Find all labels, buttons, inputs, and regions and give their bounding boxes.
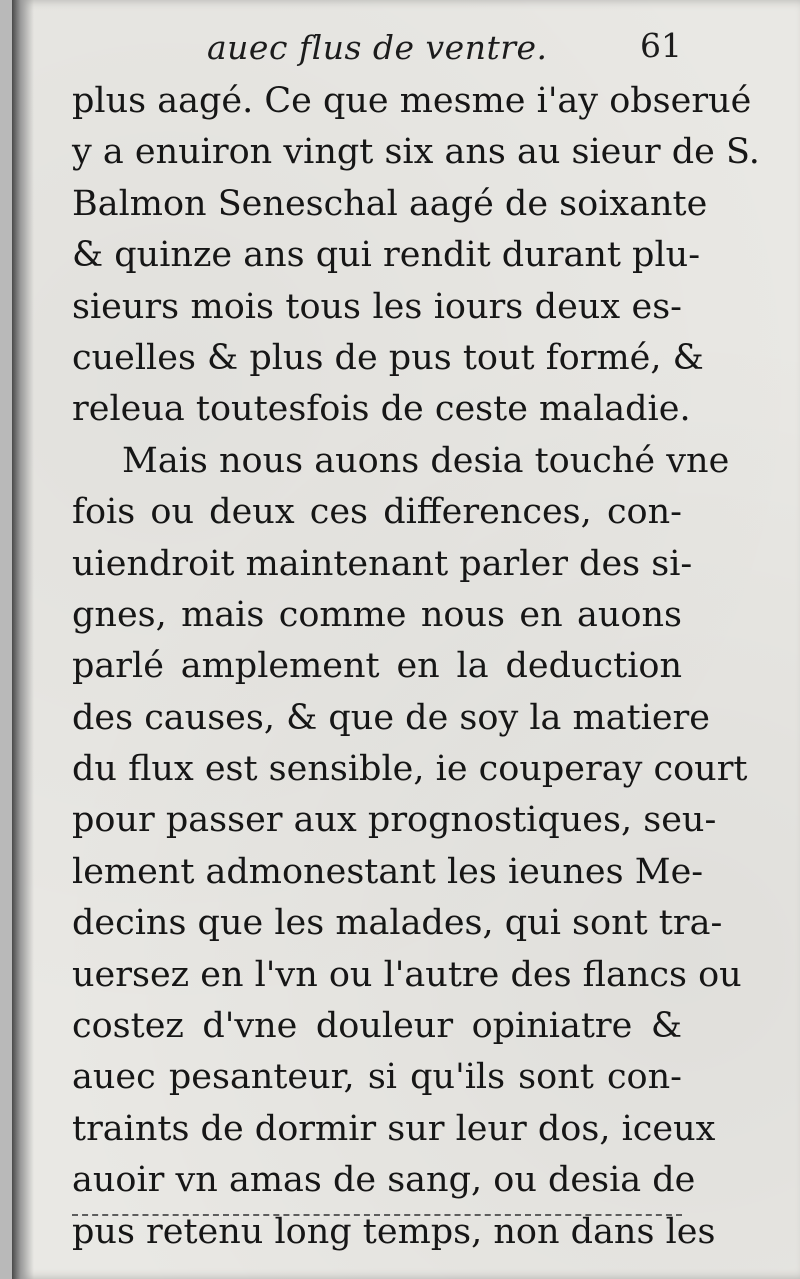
- text-line: y a enuiron vingt six ans au sieur de S.: [72, 132, 760, 173]
- text-line: uersez en l'vn ou l'autre des flancs ou: [72, 954, 742, 995]
- text-line: Balmon Seneschal aagé de soixante: [72, 183, 708, 224]
- text-line: pus retenu long temps, non dans les: [72, 1211, 716, 1252]
- body-text: [72, 76, 760, 1258]
- text-line: costez d'vne douleur opiniatre &: [72, 1006, 682, 1047]
- text-line: traints de dormir sur leur dos, iceux: [72, 1108, 716, 1149]
- text-line: sieurs mois tous les iours deux es-: [72, 286, 682, 327]
- page-number: 61: [640, 26, 682, 65]
- gutter-shadow: [12, 0, 34, 1279]
- text-line: du flux est sensible, ie couperay court: [72, 749, 748, 790]
- text-line: gnes, mais comme nous en auons: [72, 594, 682, 635]
- text-line: fois ou deux ces differences, con-: [72, 492, 682, 533]
- book-page: [12, 0, 800, 1279]
- running-head: [72, 22, 682, 72]
- text-line: lement admonestant les ieunes Me-: [72, 851, 704, 892]
- bottom-rule: [72, 1214, 682, 1216]
- text-line: releua toutesfois de ceste maladie.: [72, 389, 691, 430]
- text-line: auec pesanteur, si qu'ils sont con-: [72, 1057, 682, 1098]
- text-line: plus aagé. Ce que mesme i'ay obserué: [72, 81, 752, 121]
- text-line: cuelles & plus de pus tout formé, &: [72, 337, 704, 378]
- text-line: parlé amplement en la deduction: [72, 646, 682, 687]
- text-line: & quinze ans qui rendit durant plu-: [72, 235, 701, 276]
- text-line: des causes, & que de soy la matiere: [72, 697, 710, 738]
- text-line: pour passer aux prognostiques, seu-: [72, 800, 717, 841]
- text-line: auoir vn amas de sang, ou desia de: [72, 1160, 696, 1201]
- text-line: decins que les malades, qui sont tra-: [72, 903, 723, 944]
- running-title: auec flus de ventre.: [207, 28, 548, 67]
- text-line: Mais nous auons desia touché vne: [122, 440, 730, 481]
- text-line: uiendroit maintenant parler des si-: [72, 543, 693, 584]
